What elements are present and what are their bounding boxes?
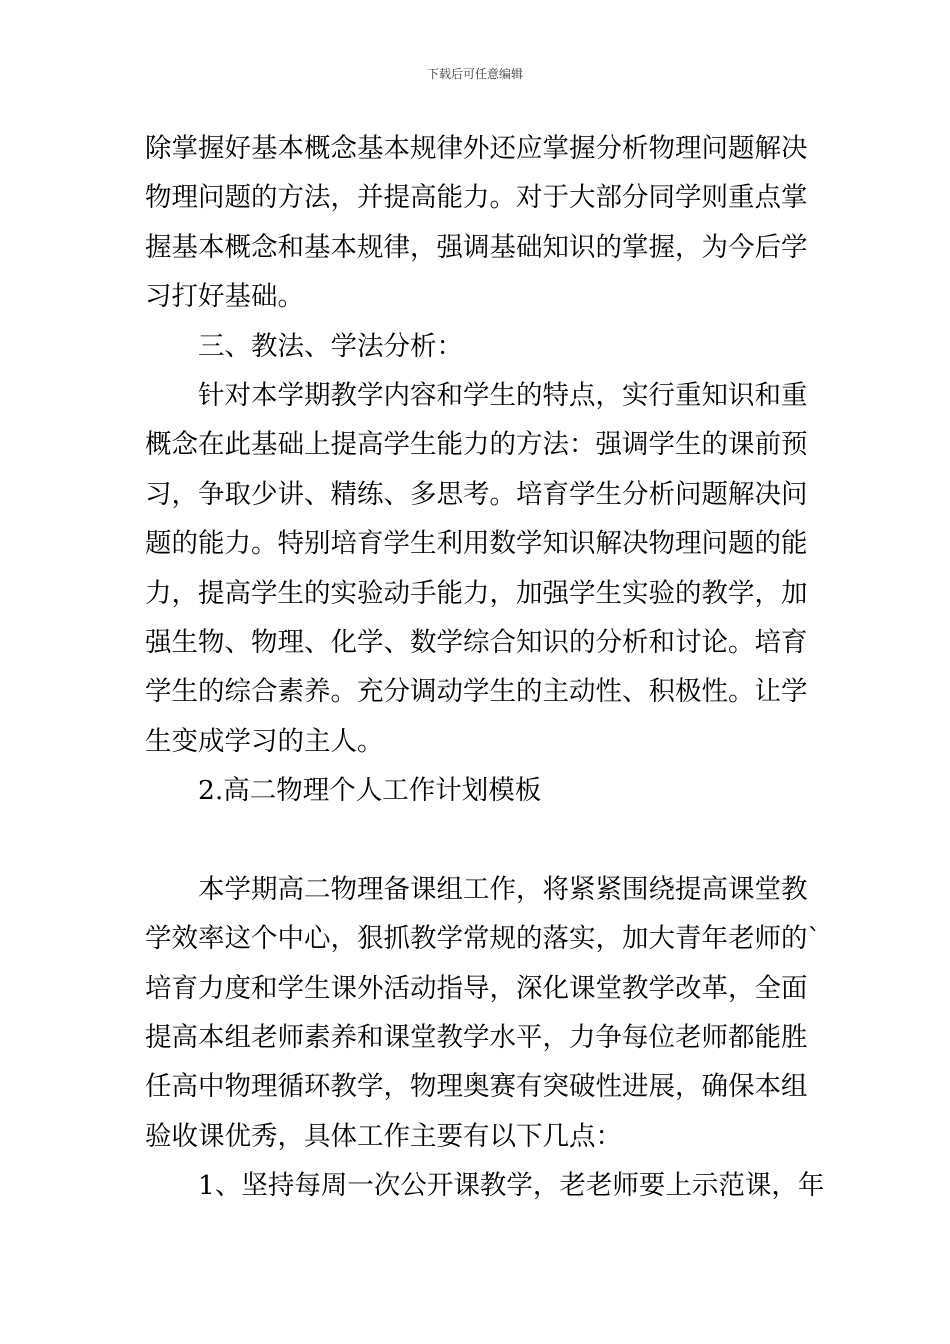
text-line: 题的能力。特别培育学生利用数学知识解决物理问题的能 <box>145 528 808 560</box>
paragraph-item-1 <box>145 1161 825 1210</box>
text-line: 任高中物理循环教学，物理奥赛有突破性进展，确保本组 <box>145 1071 808 1103</box>
text-line: 生变成学习的主人。 <box>145 725 384 757</box>
text-line: 除掌握好基本概念基本规律外还应掌握分析物理问题解决 <box>145 133 808 164</box>
section-heading-teaching-methods <box>145 322 809 371</box>
text-line: 学生的综合素养。充分调动学生的主动性、积极性。让学 <box>145 676 808 708</box>
text-line: 强生物、物理、化学、数学综合知识的分析和讨论。培育 <box>145 626 808 658</box>
text-line: 习打好基础。 <box>145 281 304 313</box>
text-line: 1、坚持每周一次公开课教学，老老师要上示范课，年 <box>198 1170 825 1202</box>
heading-line: 三、教法、学法分析： <box>198 330 463 362</box>
text-line: 针对本学期教学内容和学生的特点，实行重知识和重 <box>198 379 808 411</box>
text-line: 概念在此基础上提高学生能力的方法：强调学生的课前预 <box>145 429 808 461</box>
text-line: 培育力度和学生课外活动指导，深化课堂教学改革，全面 <box>145 972 808 1004</box>
text-line: 习，争取少讲、精练、多思考。培育学生分析问题解决问 <box>145 478 808 510</box>
text-line: 握基本概念和基本规律，强调基础知识的掌握，为今后学 <box>145 231 808 263</box>
text-line: 物理问题的方法，并提高能力。对于大部分同学则重点掌 <box>145 182 808 214</box>
section-heading-template <box>145 766 809 815</box>
paragraph-teaching-methods <box>145 371 809 766</box>
paragraph-work-plan <box>145 865 821 1161</box>
heading-line: 2.高二物理个人工作计划模板 <box>198 775 542 807</box>
text-line: 学效率这个中心，狠抓教学常规的落实，加大青年老师的` <box>145 923 821 955</box>
blank-line <box>145 815 809 864</box>
text-line: 提高本组老师素养和课堂教学水平，力争每位老师都能胜 <box>145 1022 808 1054</box>
document-body <box>145 124 825 1211</box>
text-line: 验收课优秀，具体工作主要有以下几点： <box>145 1120 622 1152</box>
paragraph-continuation <box>145 124 809 322</box>
page-header: 下载后可任意编辑 <box>426 67 523 81</box>
text-line: 力，提高学生的实验动手能力，加强学生实验的教学，加 <box>145 577 808 609</box>
text-line: 本学期高二物理备课组工作，将紧紧围绕提高课堂教 <box>198 873 808 905</box>
